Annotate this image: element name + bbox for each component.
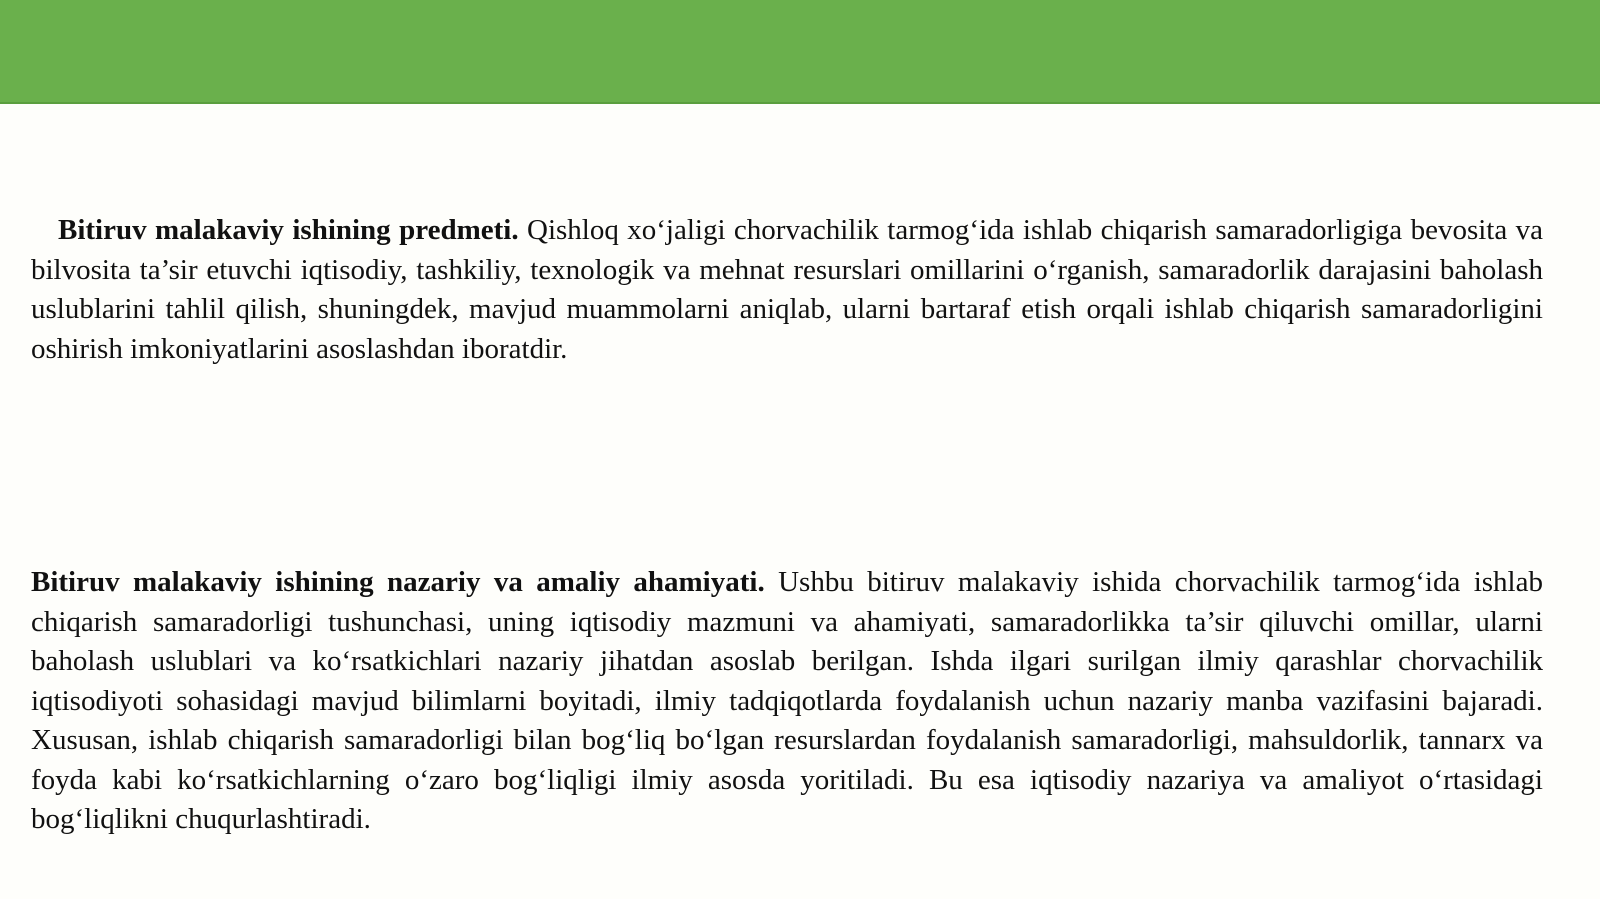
paragraph-significance-text: Ushbu bitiruv malakaviy ishida chorvachilik tarmog‘ida ishlab chiqarish samaradorligi tushunchasi, uning iqtisodiy mazmuni va ahamiyati, samaradorlikka ta’sir qiluvchi omillar, ularni baholash uslublari va ko‘rsatkichlari nazariy jihatdan asoslab berilgan. Ishda ilgari surilgan ilmiy qarashlar chorvachilik iqtisodiyoti sohasidagi mavjud bilimlarni boyitadi, ilmiy tadqiqotlarda foydalanish uchun nazariy manba vazifasini bajaradi. Xususan, ishlab chiqarish samaradorligi bilan bog‘liq bo‘lgan resurslardan foydalanish samaradorligi, mahsuldorlik, tannarx va foyda kabi ko‘rsatkichlarning o‘zaro bog‘liqligi ilmiy asosda yoritiladi. Bu esa iqtisodiy nazariya va amaliyot o‘rtasidagi bog‘liqlikni chuqurlashtiradi. <box>31 566 1543 835</box>
paragraph-subject-heading: Bitiruv malakaviy ishining predmeti. <box>58 214 519 246</box>
paragraph-subject-text: Qishloq xo‘jaligi chorvachilik tarmog‘ida ishlab chiqarish samaradorligiga bevosita va bilvosita ta’sir etuvchi iqtisodiy, tashkiliy, texnologik va mehnat resurslari omillarini o‘rganish, samaradorlik darajasini baholash uslublarini tahlil qilish, shuningdek, mavjud muammolarni aniqlab, ularni bartaraf etish orqali ishlab chiqarish samaradorligini oshirish imkoniyatlarini asoslashdan iboratdir. <box>31 214 1543 365</box>
paragraph-significance-heading: Bitiruv malakaviy ishining nazariy va amaliy ahamiyati. <box>31 566 765 598</box>
header-band <box>0 0 1600 104</box>
paragraph-significance <box>31 563 1543 840</box>
paragraph-subject <box>31 211 1543 369</box>
